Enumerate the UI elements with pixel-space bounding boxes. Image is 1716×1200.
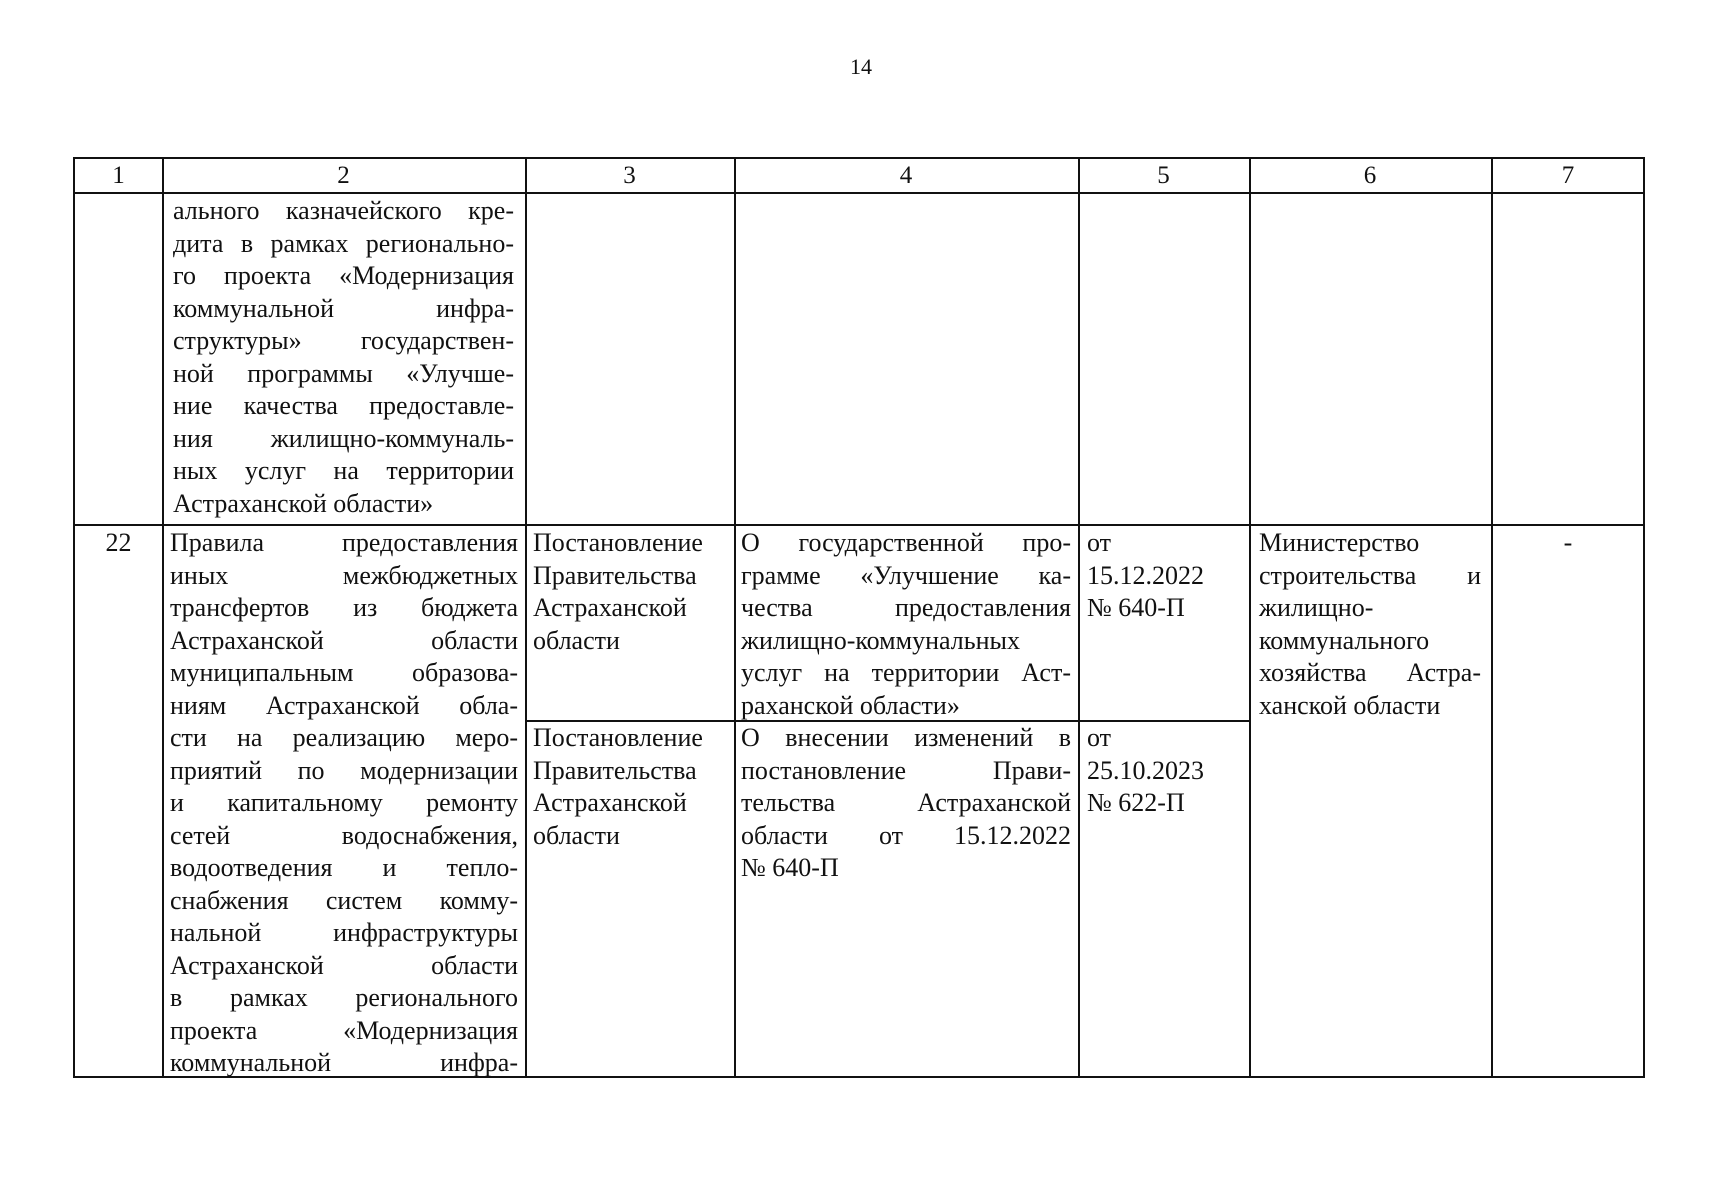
- text-line: № 640-П: [1087, 593, 1185, 622]
- text-line: области: [533, 820, 620, 850]
- act1-title: [741, 527, 1071, 722]
- act2-date: [1087, 722, 1247, 820]
- text-line: Астраханской: [533, 788, 687, 817]
- act1-date: [1087, 527, 1247, 625]
- header-col-6: 6: [1363, 162, 1377, 189]
- text-line: снабжения систем комму-: [170, 885, 518, 915]
- text-line: от: [1087, 723, 1112, 752]
- page-number: 14: [850, 54, 872, 79]
- text-line: в рамках регионального: [170, 983, 518, 1012]
- text-line: и капитальному ремонту: [170, 788, 518, 817]
- text-line: структуры» государствен-: [173, 326, 514, 355]
- text-line: го проекта «Модернизация: [173, 261, 514, 290]
- text-line: ние качества предоставле-: [173, 391, 514, 420]
- text-line: Правила предоставления: [170, 528, 518, 557]
- text-line: приятий по модернизации: [170, 755, 518, 785]
- text-line: нальной инфраструктуры: [170, 918, 518, 947]
- text-line: сетей водоснабжения,: [170, 820, 518, 850]
- text-line: Астраханской области: [170, 625, 518, 655]
- text-line: № 622-П: [1087, 788, 1185, 817]
- header-col-7: 7: [1561, 162, 1575, 189]
- text-line: дита в рамках регионально-: [173, 228, 514, 258]
- column-divider: [734, 159, 736, 1076]
- text-line: О внесении изменений в: [741, 723, 1071, 752]
- text-line: ниям Астраханской обла-: [170, 690, 518, 720]
- text-line: Астраханской: [533, 593, 687, 622]
- row-divider: [75, 524, 1643, 526]
- document-table: [73, 157, 1645, 1078]
- act2-title: [741, 722, 1071, 885]
- text-line: 15.12.2022: [1087, 560, 1204, 590]
- row-number: 22: [105, 528, 132, 557]
- text-line: коммунального: [1259, 625, 1430, 655]
- header-col-5: 5: [1157, 162, 1170, 189]
- text-line: раханской области»: [741, 690, 960, 720]
- text-line: Министерство: [1259, 528, 1420, 557]
- text-line: жилищно-коммунальных: [741, 625, 1020, 655]
- text-line: Астраханской области: [170, 950, 518, 980]
- text-line: ального казначейского кре-: [173, 196, 514, 225]
- act1-type: [533, 527, 729, 657]
- text-line: Астраханской области»: [173, 488, 434, 518]
- column-divider: [162, 159, 164, 1076]
- col7-value: -: [1563, 528, 1573, 557]
- text-line: муниципальным образова-: [170, 658, 518, 687]
- text-line: сти на реализацию меро-: [170, 723, 518, 752]
- text-line: № 640-П: [741, 853, 839, 882]
- text-line: области от 15.12.2022: [741, 820, 1071, 850]
- text-line: хозяйства Астра-: [1259, 658, 1481, 687]
- text-line: ханской области: [1259, 690, 1441, 720]
- text-line: услуг на территории Аст-: [741, 658, 1071, 687]
- text-line: грамме «Улучшение ка-: [741, 560, 1071, 590]
- column-divider: [1078, 159, 1080, 1076]
- act2-type: [533, 722, 729, 852]
- text-line: водоотведения и тепло-: [170, 853, 518, 882]
- text-line: постановление Прави-: [741, 755, 1071, 785]
- text-line: тельства Астраханской: [741, 788, 1071, 817]
- text-line: иных межбюджетных: [170, 560, 518, 590]
- text-line: О государственной про-: [741, 528, 1071, 557]
- text-line: чества предоставления: [741, 593, 1071, 622]
- text-line: от: [1087, 528, 1112, 557]
- text-line: ния жилищно-коммуналь-: [173, 423, 514, 453]
- text-line: строительства и: [1259, 560, 1481, 590]
- text-line: Правительства: [533, 755, 697, 785]
- text-line: 25.10.2023: [1087, 755, 1204, 785]
- text-line: Постановление: [533, 723, 703, 752]
- column-divider: [525, 159, 527, 1076]
- row1-col2: [173, 195, 514, 520]
- header-col-3: 3: [623, 162, 636, 189]
- header-col-1: 1: [112, 162, 125, 189]
- text-line: области: [533, 625, 620, 655]
- column-divider: [1491, 159, 1493, 1076]
- row22-col2: [170, 527, 518, 1080]
- text-line: жилищно-: [1259, 593, 1374, 622]
- header-col-2: 2: [337, 162, 350, 189]
- text-line: ных услуг на территории: [173, 456, 514, 485]
- text-line: проекта «Модернизация: [170, 1015, 518, 1045]
- text-line: трансфертов из бюджета: [170, 593, 518, 622]
- text-line: коммунальной инфра-: [173, 293, 514, 323]
- text-line: Постановление: [533, 528, 703, 557]
- text-line: ной программы «Улучше-: [173, 358, 514, 388]
- text-line: коммунальной инфра-: [170, 1048, 518, 1077]
- column-divider: [1249, 159, 1251, 1076]
- header-divider: [75, 192, 1643, 194]
- header-col-4: 4: [899, 162, 913, 189]
- responsible-ministry: [1259, 527, 1481, 722]
- text-line: Правительства: [533, 560, 697, 590]
